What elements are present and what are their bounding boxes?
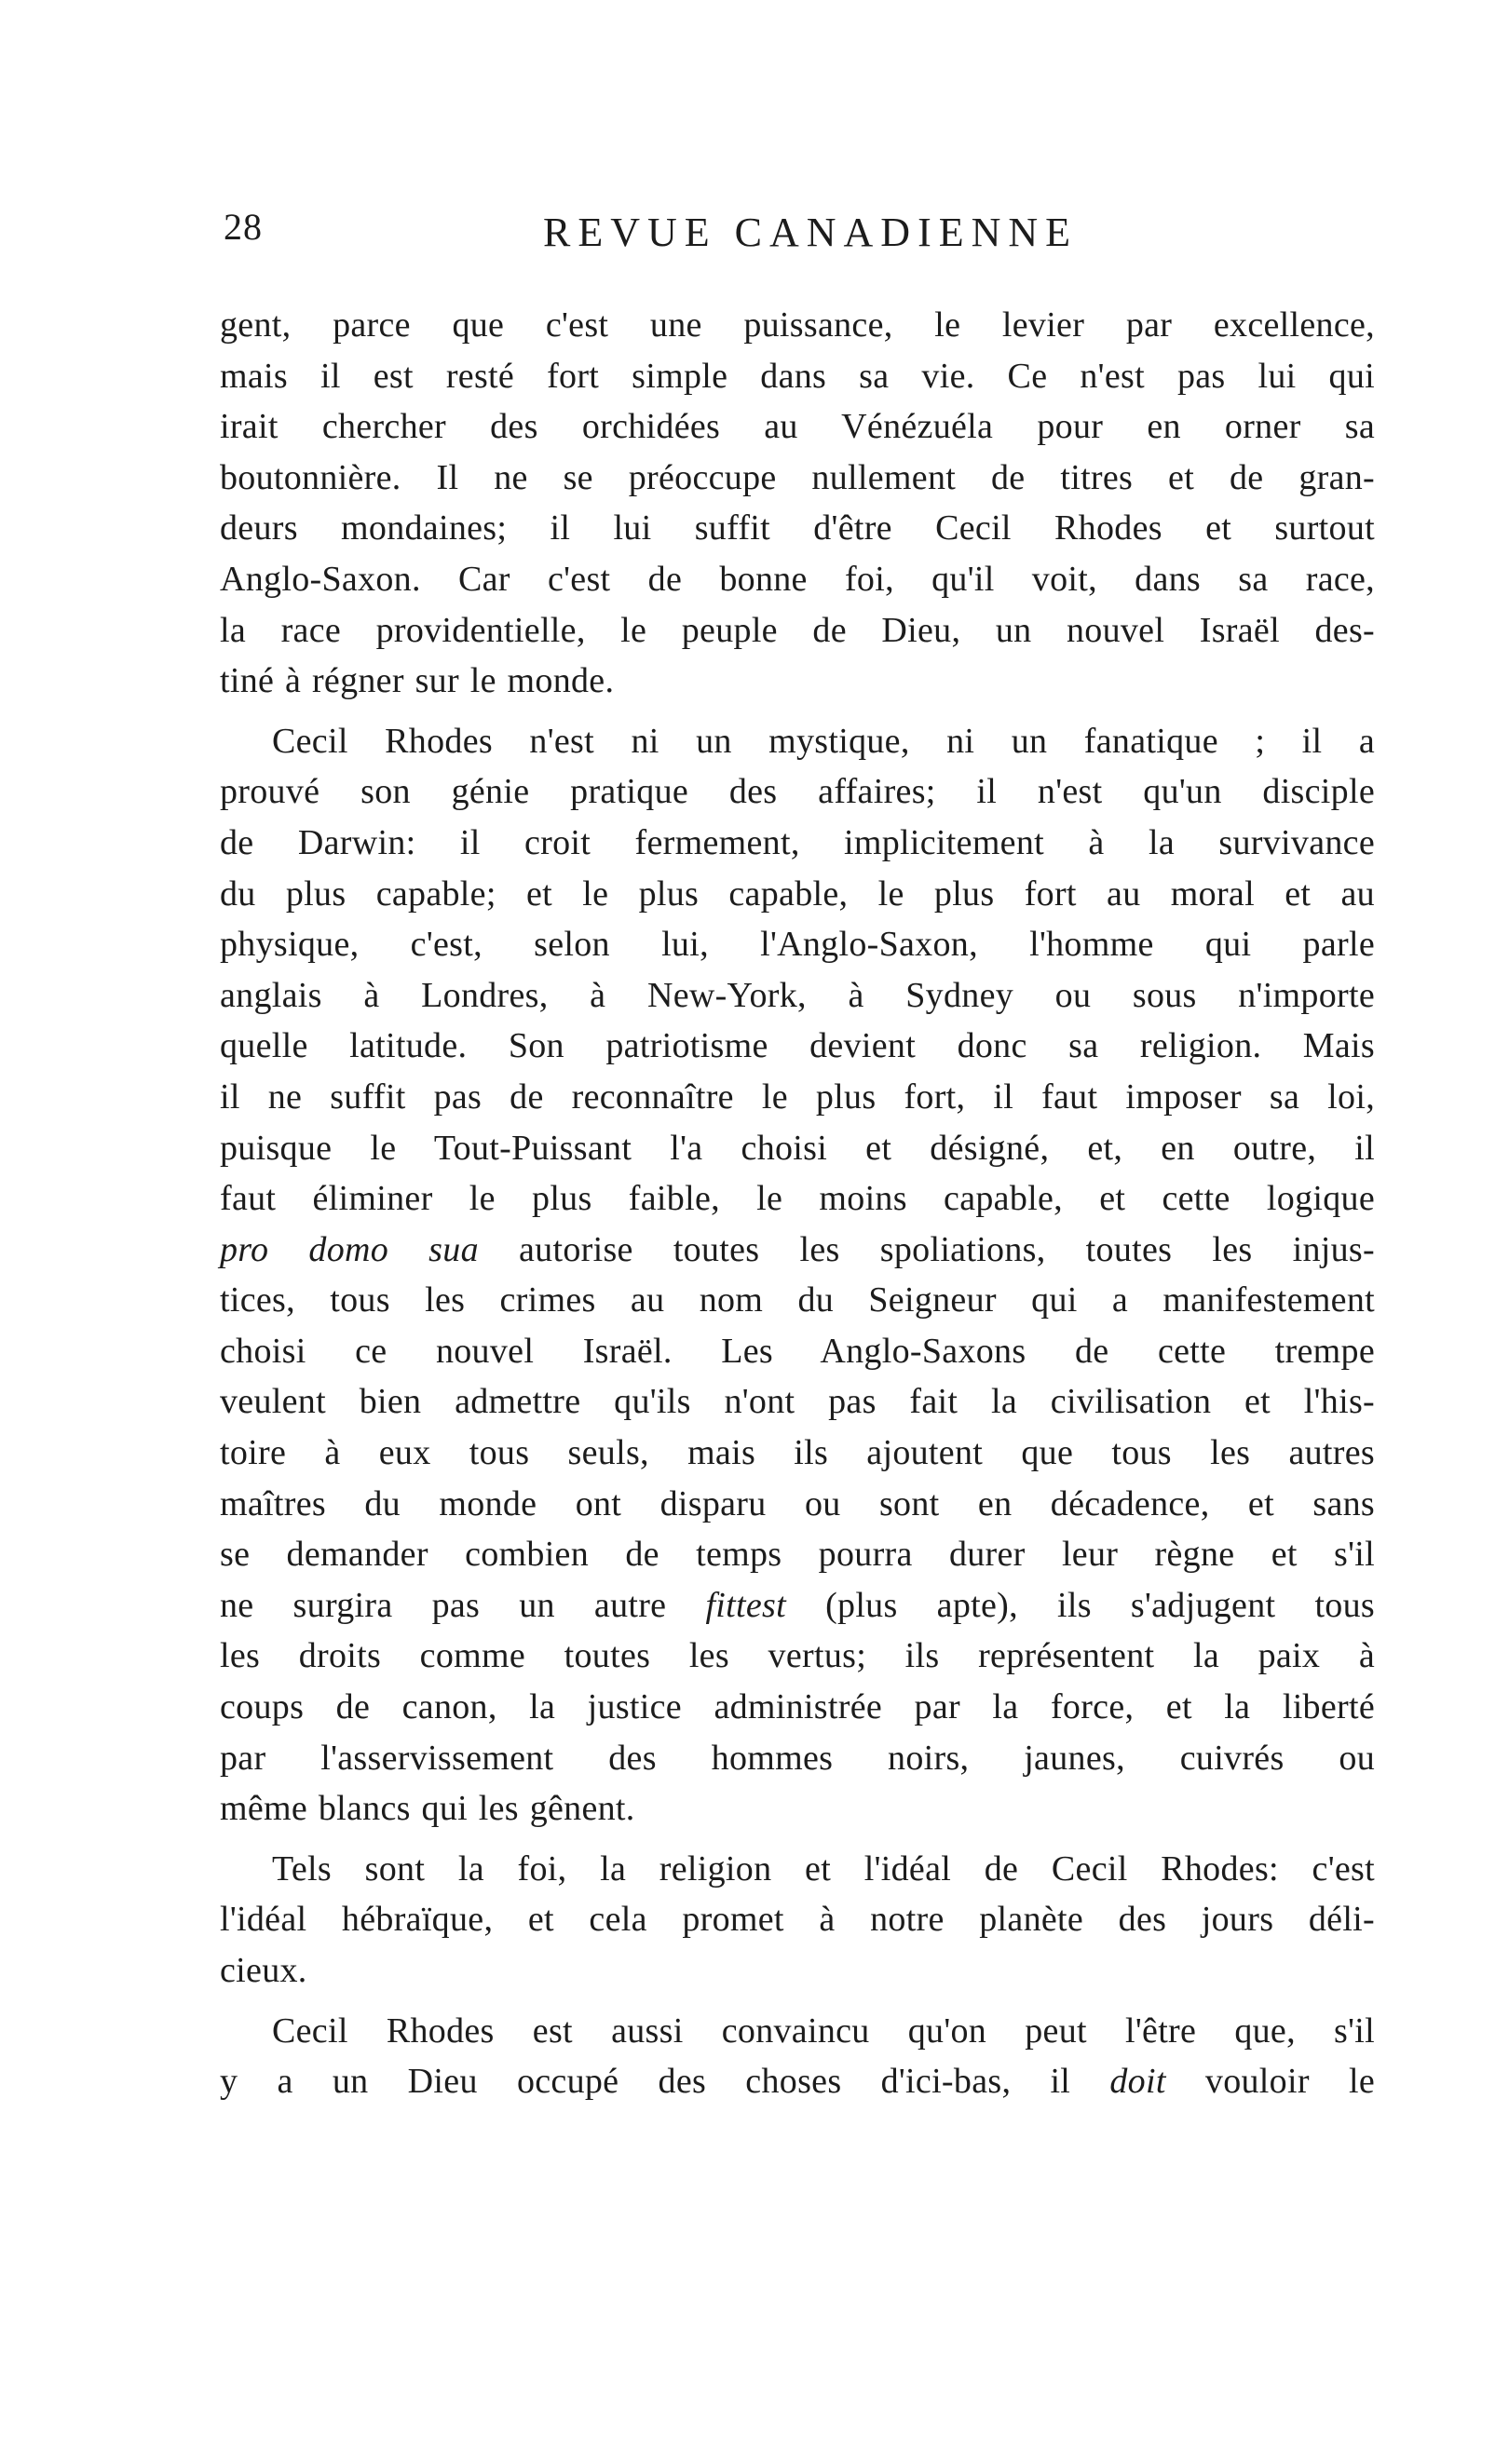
text-line: anglais à Londres, à New-York, à Sydney ou sous n'importe <box>220 975 1375 1015</box>
text-line: pro domo sua autorise toutes les spoliations, toutes les injus- <box>220 1229 1375 1269</box>
text-line: faut éliminer le plus faible, le moins capable, et cette logique <box>220 1179 1375 1219</box>
text-line: deurs mondaines; il lui suffit d'être Cecil Rhodes et surtout <box>220 508 1375 548</box>
text-line: la race providentielle, le peuple de Dieu, un nouvel Israël des- <box>220 610 1375 650</box>
text-line: choisi ce nouvel Israël. Les Anglo-Saxons de cette trempe <box>220 1331 1375 1371</box>
text-line: mais il est resté fort simple dans sa vie. Ce n'est pas lui qui <box>220 356 1375 396</box>
text-line: quelle latitude. Son patriotisme devient donc sa religion. Mais <box>220 1026 1375 1066</box>
text-line: tices, tous les crimes au nom du Seigneur qui a manifestement <box>220 1280 1375 1320</box>
text-line: se demander combien de temps pourra durer leur règne et s'il <box>220 1535 1375 1575</box>
text-line: Cecil Rhodes n'est ni un mystique, ni un fanatique ; il a <box>272 721 1375 761</box>
text-line: boutonnière. Il ne se préoccupe nullement de titres et de gran- <box>220 457 1375 497</box>
italic-phrase: fittest <box>705 1585 786 1625</box>
text-line: ne surgira pas un autre fittest (plus apte), ils s'adjugent tous <box>220 1585 1375 1625</box>
text-line: toire à eux tous seuls, mais ils ajoutent que tous les autres <box>220 1433 1375 1473</box>
text-line: physique, c'est, selon lui, l'Anglo-Saxon, l'homme qui parle <box>220 925 1375 965</box>
paragraph <box>220 1844 1375 1997</box>
text-line: il ne suffit pas de reconnaître le plus fort, il faut imposer sa loi, <box>220 1076 1375 1117</box>
text-line: Tels sont la foi, la religion et l'idéal de Cecil Rhodes: c'est <box>272 1848 1375 1889</box>
text-line: maîtres du monde ont disparu ou sont en décadence, et sans <box>220 1483 1375 1523</box>
page-header <box>224 196 1369 261</box>
paragraph <box>220 2006 1375 2107</box>
italic-phrase: pro domo sua <box>220 1229 479 1269</box>
text-line: l'idéal hébraïque, et cela promet à notre planète des jours déli- <box>220 1900 1375 1940</box>
text-line: Cecil Rhodes est aussi convaincu qu'on peut l'être que, s'il <box>272 2010 1375 2051</box>
text-line: veulent bien admettre qu'ils n'ont pas fait la civilisation et l'his- <box>220 1382 1375 1422</box>
text-line: tiné à régner sur le monde. <box>220 661 615 701</box>
text-line: y a un Dieu occupé des choses d'ici-bas, il doit vouloir le <box>220 2062 1376 2102</box>
text-line: cieux. <box>220 1951 307 1990</box>
page-number: 28 <box>224 206 263 248</box>
text-line: du plus capable; et le plus capable, le plus fort au moral et au <box>220 873 1375 914</box>
text-line: par l'asservissement des hommes noirs, jaunes, cuivrés ou <box>220 1738 1375 1778</box>
paragraph <box>220 300 1375 707</box>
text-line: Anglo-Saxon. Car c'est de bonne foi, qu'il voit, dans sa race, <box>220 559 1375 599</box>
body-text <box>220 300 1375 2117</box>
paragraph <box>220 716 1375 1834</box>
text-line: prouvé son génie pratique des affaires; il n'est qu'un disciple <box>220 772 1375 812</box>
text-line: de Darwin: il croit fermement, implicitement à la survivance <box>220 822 1375 862</box>
italic-phrase: doit <box>1109 2062 1166 2102</box>
text-line: gent, parce que c'est une puissance, le levier par excellence, <box>220 305 1375 345</box>
text-line: puisque le Tout-Puissant l'a choisi et désigné, et, en outre, il <box>220 1128 1375 1168</box>
text-line: coups de canon, la justice administrée par la force, et la liberté <box>220 1687 1375 1727</box>
text-line: les droits comme toutes les vertus; ils représentent la paix à <box>220 1636 1375 1676</box>
text-line: irait chercher des orchidées au Vénézuéla pour en orner sa <box>220 407 1375 447</box>
running-title: REVUE CANADIENNE <box>542 210 1079 255</box>
text-line: même blancs qui les gênent. <box>220 1789 635 1829</box>
